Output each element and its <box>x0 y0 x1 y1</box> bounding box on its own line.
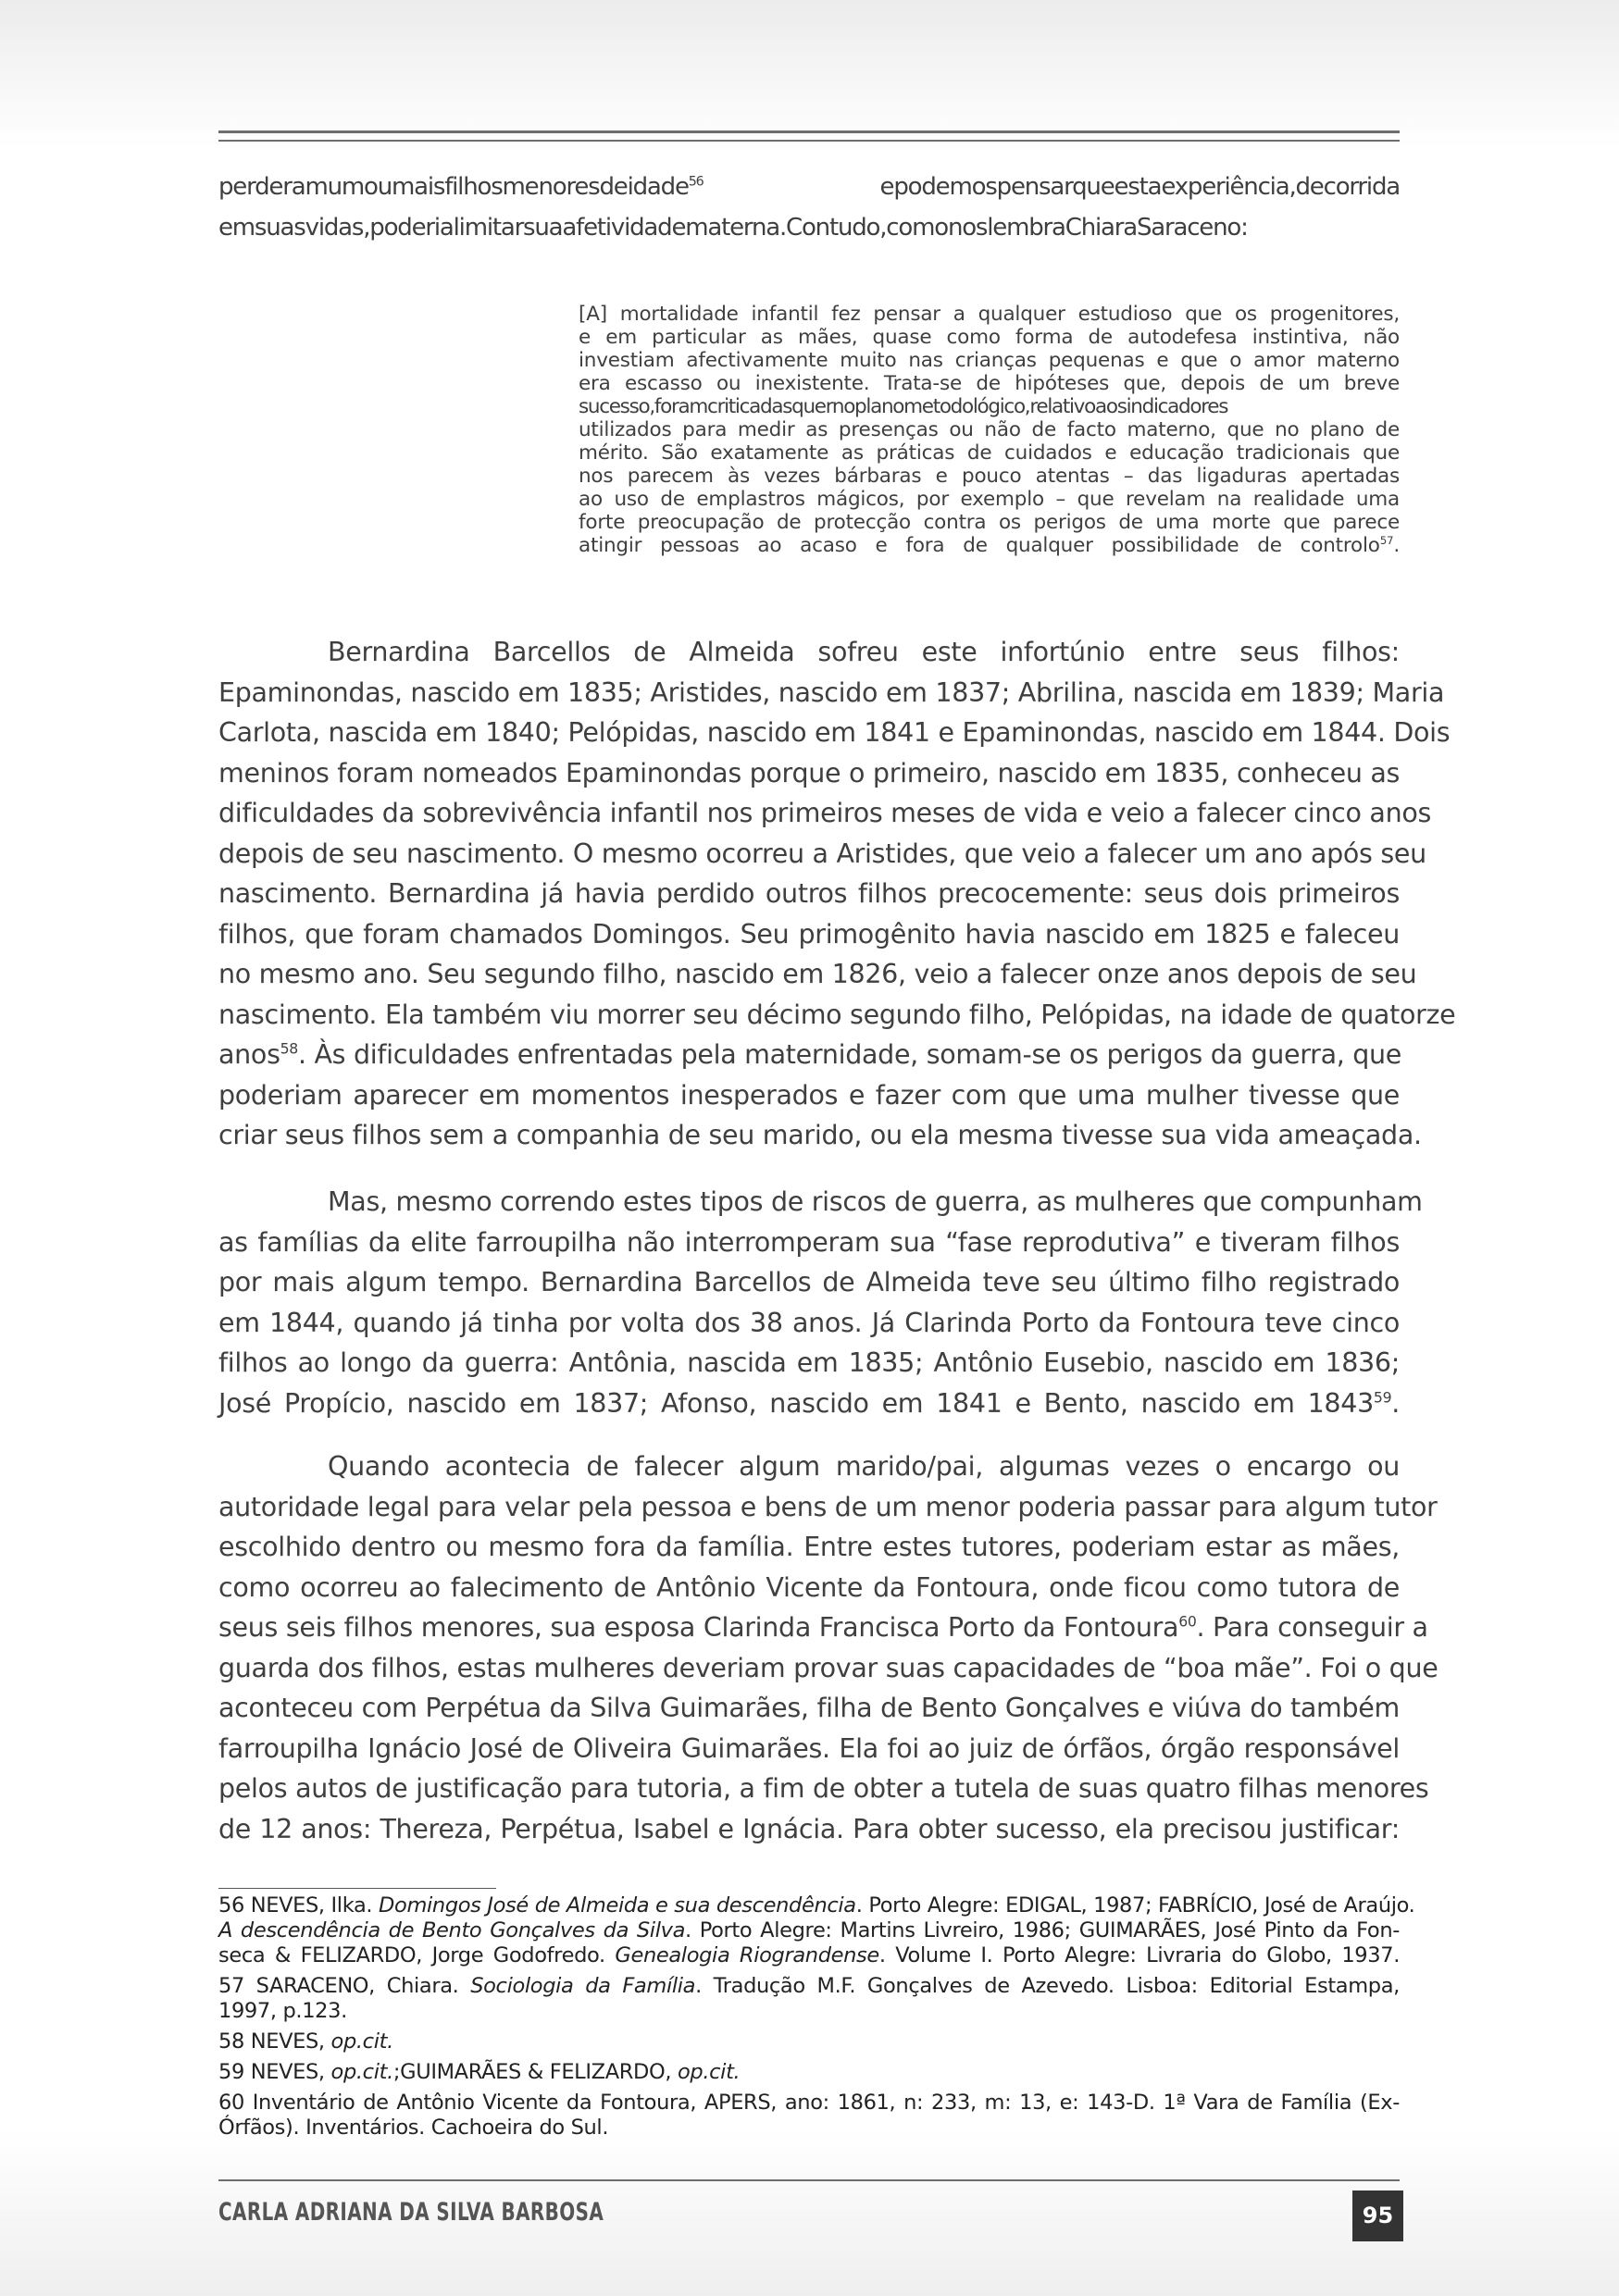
paragraph-line: em 1844, quando já tinha por volta dos 38 anos. Já Clarinda Porto da Fontoura teve cinco <box>218 1307 1400 1338</box>
footnote-ref-60[interactable]: 60 <box>1178 1612 1197 1631</box>
footnote-59 <box>218 2060 1400 2085</box>
paragraph-line: Bernardina Barcellos de Almeida sofreu este infortúnio entre seus filhos: <box>328 637 1400 667</box>
block-quote <box>579 303 1400 557</box>
paragraph-line: filhos, que foram chamados Domingos. Seu primogênito havia nascido em 1825 e faleceu <box>218 918 1400 949</box>
footnote-line: 58 NEVES, op.cit. <box>218 2029 393 2054</box>
paragraph-line: seus seis filhos menores, sua esposa Clarinda Francisca Porto da Fontoura$^{60}$. Para conseguir a <box>218 1612 1428 1643</box>
footnote-ref-56[interactable]: 56 <box>688 174 704 190</box>
paragraph-line: no mesmo ano. Seu segundo filho, nascido em 1826, veio a falecer onze anos depois de seu <box>218 959 1417 989</box>
footnote-line: 56 NEVES, Ilka. Domingos José de Almeida e sua descendência. Porto Alegre: EDIGAL, 1987; FABRÍCIO, José de Araújo. <box>218 1893 1415 1917</box>
opening-line-2: emsuasvidas,poderialimitarsuaafetividadematerna.Contudo,comonoslembraChiaraSaraceno: <box>218 214 1248 242</box>
opening-paragraph <box>218 167 1400 248</box>
paragraph-line: anos$^{58}$. Às dificuldades enfrentadas pela maternidade, somam-se os perigos da guerra, que <box>218 1039 1402 1070</box>
paragraph-line: guarda dos filhos, estas mulheres deveriam provar suas capacidades de “boa mãe”. Foi o que <box>218 1652 1438 1683</box>
quote-line: forte preocupação de protecção contra os perigos de uma morte que parece <box>579 511 1400 534</box>
footnote-60 <box>218 2091 1400 2141</box>
paragraph-line: de 12 anos: Thereza, Perpétua, Isabel e Ignácia. Para obter sucesso, ela precisou justificar: <box>218 1813 1400 1844</box>
quote-line: investiam afectivamente muito nas crianças pequenas e que o amor materno <box>579 349 1400 372</box>
paragraph-line: Carlota, nascida em 1840; Pelópidas, nascido em 1841 e Epaminondas, nascido em 1844. Dois <box>218 717 1451 748</box>
paragraph-2 <box>218 1182 1423 1423</box>
footnote-ref-57[interactable]: 57 <box>1379 533 1394 547</box>
footnote-line: Órfãos). Inventários. Cachoeira do Sul. <box>218 2116 609 2140</box>
quote-line: nos parecem às vezes bárbaras e pouco atentas – das ligaduras apertadas <box>579 465 1400 488</box>
paragraph-line: por mais algum tempo. Bernardina Barcellos de Almeida teve seu último filho registrado <box>218 1267 1400 1297</box>
paragraph-line: autoridade legal para velar pela pessoa e bens de um menor poderia passar para algum tutor <box>218 1491 1438 1522</box>
footnote-line: seca & FELIZARDO, Jorge Godofredo. Genealogia Riograndense. Volume I. Porto Alegre: Livraria do Globo, 1937. <box>218 1943 1400 1967</box>
paragraph-1 <box>218 632 1456 1156</box>
paragraph-line: nascimento. Ela também viu morrer seu décimo segundo filho, Pelópidas, na idade de quatorze <box>218 999 1456 1030</box>
quote-line: sucesso,foramcriticadasquernoplanometodológico,relativoaosindicadores <box>579 395 1228 418</box>
header-double-rule <box>218 130 1400 142</box>
paragraph-line: José Propício, nascido em 1837; Afonso, nascido em 1841 e Bento, nascido em 1843$^{59}$. <box>218 1387 1400 1419</box>
paragraph-line: farroupilha Ignácio José de Oliveira Guimarães. Ela foi ao juiz de órfãos, órgão responsável <box>218 1732 1400 1764</box>
footnote-line: 1997, p.123. <box>218 1999 347 2023</box>
footnotes <box>218 1893 1415 2146</box>
paragraph-line: pelos autos de justificação para tutoria, a fim de obter a tutela de suas quatro filhas menores <box>218 1773 1429 1804</box>
paragraph-line: criar seus filhos sem a companhia de seu marido, ou ela mesma tivesse sua vida ameaçada. <box>218 1120 1422 1150</box>
paragraph-line: nascimento. Bernardina já havia perdido outros filhos precocemente: seus dois primeiros <box>218 878 1400 909</box>
footnote-line: 57 SARACENO, Chiara. Sociologia da Família. Tradução M.F. Gonçalves de Azevedo. Lisboa: Editorial Estampa, <box>218 1974 1400 1998</box>
paragraph-line: poderiam aparecer em momentos inesperados e fazer com que uma mulher tivesse que <box>218 1079 1400 1111</box>
paragraph-line: meninos foram nomeados Epaminondas porque o primeiro, nascido em 1835, conheceu as <box>218 757 1401 788</box>
footnote-line: A descendência de Bento Gonçalves da Silva. Porto Alegre: Martins Livreiro, 1986; GUIMARÃES, José Pinto da Fon- <box>218 1918 1401 1942</box>
page-number: 95 <box>1352 2191 1403 2241</box>
paragraph-line: dificuldades da sobrevivência infantil nos primeiros meses de vida e veio a falecer cinco anos <box>218 798 1432 828</box>
quote-line: [A] mortalidade infantil fez pensar a qualquer estudioso que os progenitores, <box>579 303 1400 326</box>
paragraph-line: Mas, mesmo correndo estes tipos de riscos de guerra, as mulheres que compunham <box>328 1186 1423 1217</box>
quote-line: atingir pessoas ao acaso e fora de qualquer possibilidade de controlo$^{57}$. <box>579 533 1400 557</box>
quote-line: era escasso ou inexistente. Trata-se de hipóteses que, depois de um breve <box>579 372 1400 395</box>
footnote-line: 60 Inventário de Antônio Vicente da Fontoura, APERS, ano: 1861, n: 233, m: 13, e: 143-D. 1ª Vara de Família (Ex- <box>218 2091 1400 2115</box>
opening-line-1: perderamumoumaisfilhosmenoresdeidade$^{56}$ epodemospensarqueestaexperiência,decorrida <box>218 173 1400 201</box>
footnote-57 <box>218 1974 1400 2024</box>
paragraph-line: as famílias da elite farroupilha não interromperam sua “fase reprodutiva” e tiveram filhos <box>218 1226 1400 1258</box>
paragraph-line: filhos ao longo da guerra: Antônia, nascida em 1835; Antônio Eusebio, nascido em 1836; <box>218 1347 1400 1378</box>
paragraph-line: escolhido dentro ou mesmo fora da família. Entre estes tutores, poderiam estar as mães, <box>218 1532 1400 1562</box>
footnote-58 <box>218 2029 1400 2054</box>
paragraph-line: aconteceu com Perpétua da Silva Guimarães, filha de Bento Gonçalves e viúva do também <box>218 1693 1400 1723</box>
footnote-ref-58[interactable]: 58 <box>280 1039 298 1058</box>
quote-line: e em particular as mães, quase como forma de autodefesa instintiva, não <box>579 326 1400 349</box>
footer-rule <box>218 2179 1400 2181</box>
paragraph-line: Epaminondas, nascido em 1835; Aristides, nascido em 1837; Abrilina, nascida em 1839; Maria <box>218 676 1445 708</box>
quote-line: mérito. São exatamente as práticas de cuidados e educação tradicionais que <box>579 441 1400 465</box>
footer-author: CARLA ADRIANA DA SILVA BARBOSA <box>218 2198 604 2227</box>
footnote-56 <box>218 1893 1415 1968</box>
footnote-separator <box>218 1888 496 1889</box>
paragraph-line: depois de seu nascimento. O mesmo ocorreu a Aristides, que veio a falecer um ano após seu <box>218 838 1426 869</box>
quote-line: ao uso de emplastros mágicos, por exemplo – que revelam na realidade uma <box>579 488 1400 511</box>
quote-line: utilizados para medir as presenças ou não de facto materno, que no plano de <box>579 418 1400 441</box>
footnote-line: 59 NEVES, op.cit.;GUIMARÃES & FELIZARDO, op.cit. <box>218 2060 741 2084</box>
paragraph-line: Quando acontecia de falecer algum marido/pai, algumas vezes o encargo ou <box>328 1451 1400 1482</box>
paragraph-line: como ocorreu ao falecimento de Antônio Vicente da Fontoura, onde ficou como tutora de <box>218 1571 1400 1603</box>
paragraph-3 <box>218 1446 1438 1849</box>
footnote-ref-59[interactable]: 59 <box>1373 1388 1392 1406</box>
